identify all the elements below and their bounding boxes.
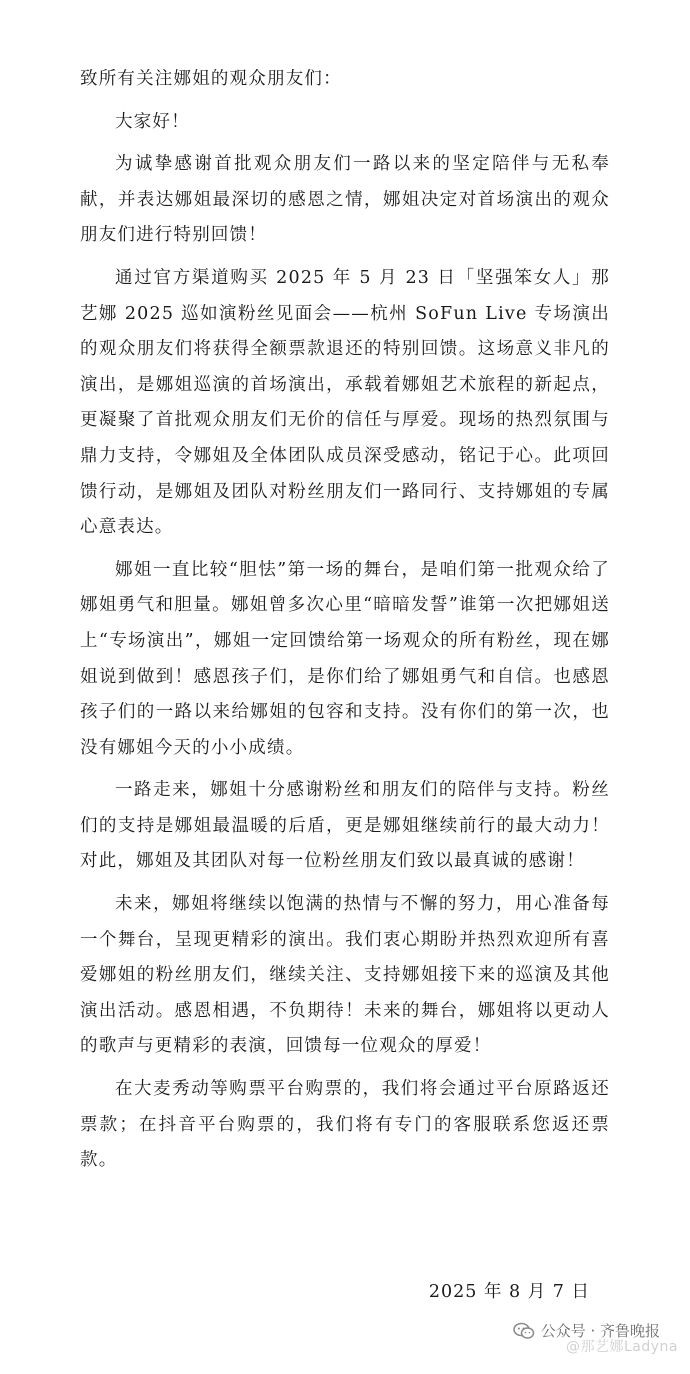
watermark-text: 公众号 · 齐鲁晚报 (540, 1322, 660, 1340)
letter-paragraph: 未来，娜姐将继续以饱满的热情与不懈的努力，用心准备每一个舞台，呈现更精彩的演出。我们衷心期盼并热烈欢迎所有喜爱娜姐的粉丝朋友们，继续关注、支持娜姐接下来的巡演及其他演出活动。感恩相遇，不负期待！未来的舞台，娜姐将以更动人的歌声与更精彩的表演，回馈每一位观众的厚爱！ (80, 894, 610, 1057)
letter-paragraph: 一路走来，娜姐十分感谢粉丝和朋友们的陪伴与支持。粉丝们的支持是娜姐最温暖的后盾，更是娜姐继续前行的最大动力！对此，娜姐及其团队对每一位粉丝朋友们致以最真诚的感谢！ (80, 780, 610, 872)
letter-date: 2025 年 8 月 7 日 (428, 1282, 590, 1302)
letter-paragraph: 娜姐一直比较“胆怯”第一场的舞台，是咱们第一批观众给了娜姐勇气和胆量。娜姐曾多次心里“暗暗发誓”谁第一次把娜姐送上“专场演出”，娜姐一定回馈给第一场观众的所有粉丝，现在娜姐说到做到！感恩孩子们，是你们给了娜姐勇气和自信。也感恩孩子们的一路以来给娜姐的包容和支持。没有你们的第一次，也没有娜姐今天的小小成绩。 (80, 559, 610, 758)
wechat-icon (513, 1322, 535, 1340)
letter-paragraph: 通过官方渠道购买 2025 年 5 月 23 日「坚强笨女人」那艺娜 2025 巡如演粉丝见面会——杭州 SoFun Live 专场演出的观众朋友们将获得全额票款退还的特别回馈。这场意义非凡的演出，是娜姐巡演的首场演出，承载着娜姐艺术旅程的新起点，更凝聚了首批观众朋友们无价的信任与厚爱。现场的热烈氛围与鼎力支持，令娜姐及全体团队成员深受感动，铭记于心。此项回馈行动，是娜姐及团队对粉丝朋友们一路同行、支持娜姐的专属心意表达。 (80, 267, 610, 538)
letter-paragraph: 为诚挚感谢首批观众朋友们一路以来的坚定陪伴与无私奉献，并表达娜姐最深切的感恩之情，娜姐决定对首场演出的观众朋友们进行特别回馈！ (80, 154, 610, 246)
letter-body (80, 62, 610, 1186)
letter-paragraph: 在大麦秀动等购票平台购票的，我们将会通过平台原路返还票款；在抖音平台购票的，我们将有专门的客服联系您返还票款。 (80, 1079, 610, 1171)
watermark-faint: @那艺娜Ladyna (565, 1339, 678, 1355)
letter-greeting: 大家好！ (115, 111, 190, 132)
letter-salutation: 致所有关注娜姐的观众朋友们： (80, 69, 342, 89)
